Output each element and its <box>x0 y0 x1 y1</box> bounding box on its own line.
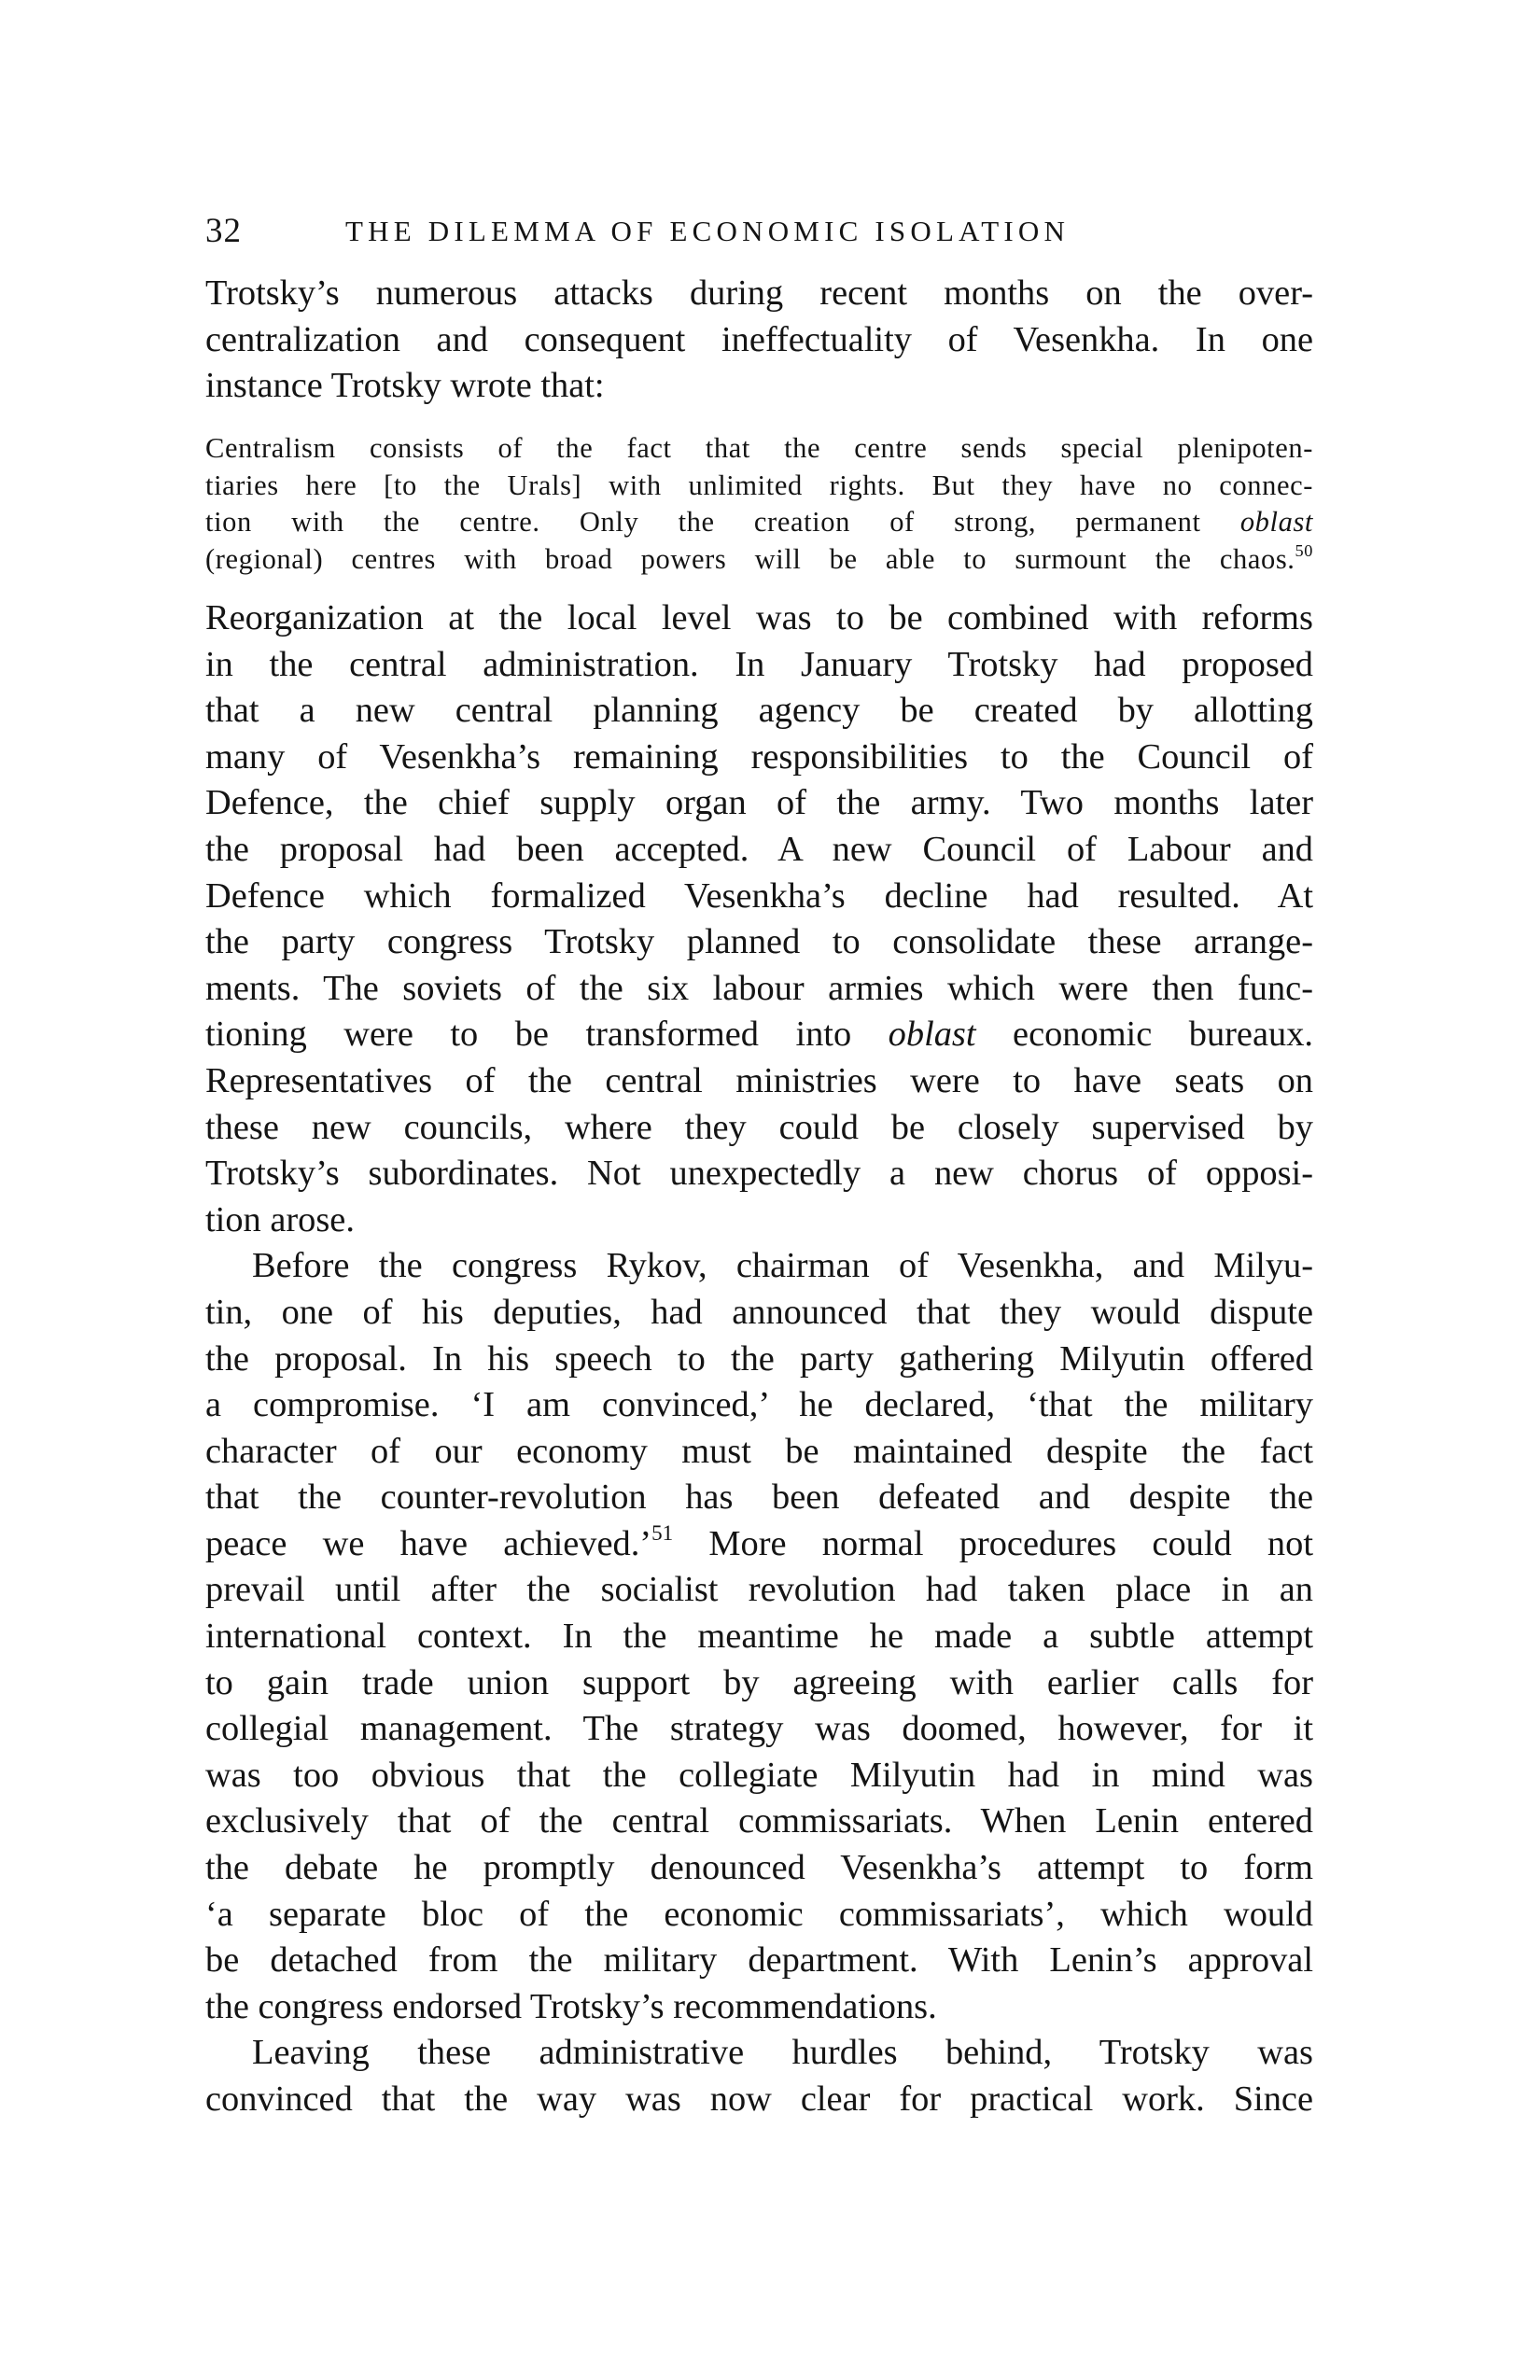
opening-paragraph <box>205 271 1313 410</box>
text-line: was too obvious that the collegiate Milyutin had in mind was <box>205 1755 1313 1795</box>
paragraph-leaving <box>205 2030 1313 2122</box>
main-body-text <box>205 595 1313 2123</box>
text-line: international context. In the meantime he made a subtle attempt <box>205 1617 1313 1657</box>
text-line: Trotsky’s subordinates. Not unexpectedly a new chorus of opposi- <box>205 1154 1313 1194</box>
text-segment: tioning were to be transformed into <box>205 1015 889 1055</box>
text-line: prevail until after the socialist revolution had taken place in an <box>205 1570 1313 1610</box>
text-line: be detached from the military department. With Lenin’s approval <box>205 1940 1313 1981</box>
text-line: ‘a separate bloc of the economic commissariats’, which would <box>205 1894 1313 1934</box>
text-line: Trotsky’s numerous attacks during recent months on the over- <box>205 273 1313 313</box>
text-line: tion arose. <box>205 1199 355 1239</box>
text-line: the proposal had been accepted. A new Council of Labour and <box>205 829 1313 869</box>
running-header <box>205 211 1325 258</box>
text-line: centralization and consequent ineffectuality of Vesenkha. In one <box>205 319 1313 359</box>
block-quote <box>205 430 1313 578</box>
text-line: many of Vesenkha’s remaining responsibilities to the Council of <box>205 736 1313 777</box>
text-line: exclusively that of the central commissariats. When Lenin entered <box>205 1801 1313 1841</box>
text-segment: economic bureaux. <box>975 1015 1314 1055</box>
quote-line <box>205 541 1313 579</box>
text-line: tin, one of his deputies, had announced that they would dispute <box>205 1292 1313 1332</box>
text-line: Defence which formalized Vesenkha’s decline had resulted. At <box>205 875 1313 916</box>
text-line: the congress endorsed Trotsky’s recommendations. <box>205 1986 937 2026</box>
text-line <box>205 1521 1313 1568</box>
text-line: Before the congress Rykov, chairman of Vesenkha, and Milyu- <box>252 1246 1313 1286</box>
text-line: Defence, the chief supply organ of the army. Two months later <box>205 783 1313 823</box>
text-line: instance Trotsky wrote that: <box>205 366 605 406</box>
text-line: Leaving these administrative hurdles behind, Trotsky was <box>252 2033 1313 2073</box>
text-segment: More normal procedures could not <box>673 1523 1313 1563</box>
text-line: in the central administration. In January Trotsky had proposed <box>205 644 1313 684</box>
quote-line <box>205 504 1313 541</box>
text-line: ments. The soviets of the six labour armies which were then func- <box>205 968 1313 1008</box>
footnote-ref: 50 <box>1295 540 1313 560</box>
text-line: the debate he promptly denounced Vesenkha’s attempt to form <box>205 1848 1313 1888</box>
quote-line-text: tion with the centre. Only the creation of strong, permanent <box>205 506 1240 538</box>
page-number: 32 <box>205 212 242 250</box>
quote-line-text: (regional) centres with broad powers will be able to surmount the chaos. <box>205 542 1295 575</box>
text-line <box>205 1012 1313 1058</box>
text-line: collegial management. The strategy was doomed, however, for it <box>205 1709 1313 1749</box>
text-line: the party congress Trotsky planned to consolidate these arrange- <box>205 922 1313 962</box>
text-segment: peace we have achieved.’ <box>205 1523 652 1563</box>
text-line: Representatives of the central ministries were to have seats on <box>205 1060 1313 1100</box>
text-line: the proposal. In his speech to the party gathering Milyutin offered <box>205 1338 1313 1379</box>
paragraph-reorganization <box>205 595 1313 1243</box>
quote-line: tiaries here [to the Urals] with unlimited rights. But they have no connec- <box>205 469 1313 501</box>
text-line: that a new central planning agency be created by allotting <box>205 691 1313 731</box>
quote-line: Centralism consists of the fact that the centre sends special plenipoten- <box>205 432 1313 464</box>
text-line: a compromise. ‘I am convinced,’ he declared, ‘that the military <box>205 1385 1313 1425</box>
text-line: that the counter-revolution has been defeated and despite the <box>205 1477 1313 1518</box>
text-line: character of our economy must be maintained despite the fact <box>205 1431 1313 1471</box>
running-head-title: THE DILEMMA OF ECONOMIC ISOLATION <box>345 215 1071 247</box>
text-line: Reorganization at the local level was to be combined with reforms <box>205 598 1313 637</box>
paragraph-congress <box>205 1243 1313 2030</box>
italic-term: oblast <box>1239 506 1313 538</box>
text-line: convinced that the way was now clear for practical work. Since <box>205 2079 1313 2119</box>
text-line: these new councils, where they could be closely supervised by <box>205 1107 1313 1147</box>
italic-term: oblast <box>888 1015 976 1055</box>
text-line: to gain trade union support by agreeing with earlier calls for <box>205 1662 1313 1702</box>
footnote-ref: 51 <box>651 1519 674 1545</box>
